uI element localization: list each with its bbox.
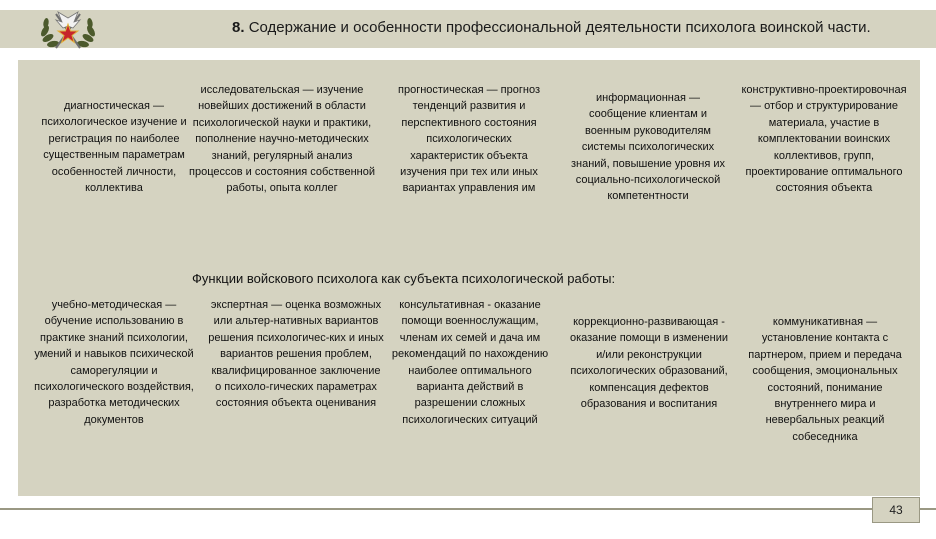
function-prognostic: прогностическая — прогноз тенденций развития и перспективного состояния психологических характеристик объекта изучения при тех или иных вариантах управления им [398,84,540,195]
function-correctional: коррекционно-развивающая - оказание помощи в изменении и/или реконструкции психологических образований, компенсация дефектов образования и воспитания [569,316,729,411]
functions-heading: Функции войскового психолога как субъекта психологической работы: [192,271,616,286]
function-informational: информационная — сообщение клиентам и военным руководителям системы психологических знаний, повышение уровня их социально-психологической компетентности [570,92,726,203]
function-research: исследовательская — изучение новейших достижений в области психологической науки и практики, пополнение научно-методических знаний, регулярный анализ процессов и состояния собственной работы, опыта коллег [189,84,375,195]
footer-divider [0,508,936,510]
military-emblem-icon [36,8,100,54]
page-number: 43 [872,497,920,523]
slide-title-text: Содержание и особенности профессиональной деятельности психолога воинской части. [248,19,871,36]
function-expert: экспертная — оценка возможных или альтер-нативных вариантов решения психологичес-ких и иных вариантов решения проблем, квалифицированное заключение о психоло-гических параметрах состояния объекта оценивания [208,299,384,410]
slide-number: 8. [232,19,245,36]
function-communicative: коммуникативная — установление контакта с партнером, прием и передача сообщения, эмоциональных состояний, понимание внутреннего мира и невербальных реакций собеседника [748,316,902,443]
function-diagnostic: диагностическая — психологическое изучение и регистрация по наиболее существенным параметрам особенностей личности, коллектива [41,100,187,195]
slide-title [232,18,936,38]
function-constructive: конструктивно-проектировочная — отбор и структурирование материала, участие в комплектовании воинских коллективов, групп, проектирование оптимального состояния объекта [741,84,907,195]
function-consultative: консультативная - оказание помощи военнослужащим, членам их семей и дача им рекомендаций по нахождению наиболее оптимального варианта действий в разрешении сложных психологических ситуаций [391,299,549,426]
function-educational: учебно-методическая — обучение использованию в практике знаний психологии, умений и навыков психической саморегуляции и психологического воздействия, разработка методических документов [34,299,194,426]
